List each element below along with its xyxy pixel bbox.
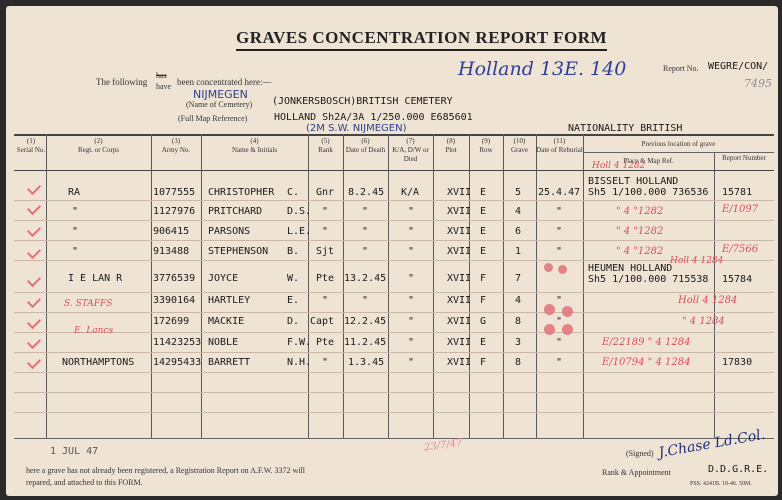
prev-location-rule (583, 152, 774, 153)
col-head-army (151, 137, 201, 155)
row9-red-note: E/10794 " 4 1284 (602, 357, 691, 368)
form-title: GRAVES CONCENTRATION REPORT FORM (236, 28, 607, 51)
row4-rank: Sjt (316, 246, 335, 257)
row-rule (14, 392, 774, 393)
row-rule (14, 332, 774, 333)
col-label: Row (479, 146, 493, 154)
row3-kadw: " (408, 226, 415, 237)
row6-plot: XVII (447, 295, 472, 306)
col-head-date-death (343, 137, 388, 155)
row7-plot: XVII (447, 316, 472, 327)
row5-kadw: " (408, 273, 415, 284)
col-label: Plot (445, 146, 457, 154)
row3-rank: " (322, 226, 329, 237)
cemetery-name: (JONKERSBOSCH)BRITISH CEMETERY (272, 96, 453, 107)
row5-regt: I E LAN R (68, 273, 123, 284)
col-num: (8) (446, 137, 456, 145)
row4-plot: XVII (447, 246, 472, 257)
row5-date: 13.2.45 (344, 273, 387, 284)
row1-reburial: 25.4.47 (538, 187, 581, 198)
red-seal-dot (562, 306, 573, 317)
rank-appointment-value: D.D.G.R.E. (708, 464, 769, 475)
row4-grave: 1 (515, 246, 522, 257)
row6-kadw: " (408, 295, 415, 306)
map-ref-handwritten: (2M S.W. NIJMEGEN) (306, 123, 407, 134)
col-num: (7) (406, 137, 415, 145)
row5-report: 15784 (722, 274, 753, 285)
report-no-label: Report No. (663, 64, 699, 73)
report-no-value: WEGRE/CON/ (708, 61, 769, 72)
row6-reburial: " (556, 295, 563, 306)
col-head-plot (433, 137, 469, 155)
row2-reburial: " (556, 206, 563, 217)
col-num: (9) (481, 137, 491, 145)
row1-name: CHRISTOPHER (208, 187, 275, 198)
row5-red-note: Holl 4 1284 (670, 256, 724, 266)
row8-kadw: " (408, 337, 415, 348)
row7-init: D. (287, 316, 300, 327)
row5-place: HEUMEN HOLLAND (588, 263, 673, 274)
row4-reburial: " (556, 246, 563, 257)
row7-rank: Capt (310, 316, 335, 327)
nationality: NATIONALITY BRITISH (568, 123, 683, 134)
row-rule (14, 312, 774, 313)
row1-rank: Gnr (316, 187, 335, 198)
footer-note-line2: repared, and attached to this FORM. (26, 478, 143, 487)
check-mark (27, 294, 41, 308)
row1-mapref: Sh5 1/100.000 736536 (588, 187, 709, 198)
col-num: (5) (321, 137, 330, 145)
row3-army: 906415 (153, 226, 190, 237)
row7-red-note: " 4 1284 (682, 316, 725, 327)
row4-red-report: E/7566 (722, 244, 759, 255)
row4-init: B. (287, 246, 300, 257)
row7-army: 172699 (153, 316, 190, 327)
row9-army: 14295433 (153, 357, 202, 368)
row2-date: " (362, 206, 369, 217)
row8-army: 11423253 (153, 337, 202, 348)
col-head-prev-location: Previous location of grave (641, 140, 716, 148)
row5-rank: Pte (316, 273, 335, 284)
signed-label: (Signed) (626, 449, 654, 458)
row5-army: 3776539 (153, 273, 196, 284)
footer-note-line1: here a grave has not already been registered, a Registration Report on A.F.W. 3372 will (26, 466, 305, 475)
red-seal-dot (544, 263, 553, 272)
intro-prefix: The following (96, 77, 148, 87)
check-mark (27, 335, 41, 349)
row1-regt: RA (68, 187, 81, 198)
check-mark (27, 245, 41, 259)
col-num: (6) (361, 137, 370, 145)
row4-kadw: " (408, 246, 415, 257)
col-label: Regt. or Corps (77, 146, 120, 154)
signature: J.Chase Ld.Col. (657, 426, 767, 462)
row-rule (14, 372, 774, 373)
row2-regt: " (72, 206, 79, 217)
col-head-report: Report Number (722, 154, 766, 162)
row8-red-note: E/22189 " 4 1284 (602, 337, 691, 348)
row1-place: BISSELT HOLLAND (588, 176, 679, 187)
col-num: (11) (553, 137, 566, 145)
row4-date: " (362, 246, 369, 257)
row4-army: 913488 (153, 246, 190, 257)
row6-name: HARTLEY (208, 295, 251, 306)
row6-init: E. (287, 295, 300, 306)
row9-regt: NORTHAMPTONS (62, 357, 135, 368)
row5-name: JOYCE (208, 273, 239, 284)
row-rule (14, 292, 774, 293)
full-map-ref-label: (Full Map Reference) (178, 114, 248, 123)
col-head-kadw (388, 137, 433, 164)
report-form-sheet (6, 6, 778, 496)
row1-plot: XVII (447, 187, 472, 198)
row8-rank: Pte (316, 337, 335, 348)
row3-red-note: " 4 "1282 (616, 226, 664, 237)
row-rule (14, 260, 774, 261)
row6-date: " (362, 295, 369, 306)
date-stamp: 1 JUL 47 (50, 446, 99, 457)
row4-name: STEPHENSON (208, 246, 269, 257)
row4-row: E (480, 246, 487, 257)
row7-red-regt: E. Lancs (74, 326, 114, 336)
check-mark (27, 223, 41, 237)
row8-init: F.W. (287, 337, 312, 348)
col-head-place: Place & Map Ref. (623, 157, 674, 165)
col-label: Name & Initials (231, 146, 278, 154)
col-head-row (469, 137, 503, 155)
row-rule (14, 200, 774, 201)
row4-red-note: " 4 "1282 (616, 246, 664, 257)
row5-mapref: Sh5 1/100.000 715538 (588, 274, 709, 285)
row3-grave: 6 (515, 226, 522, 237)
row2-kadw: " (408, 206, 415, 217)
row6-army: 3390164 (153, 295, 196, 306)
map-reference: HOLLAND Sh2A/3A 1/250.000 E685601 (274, 112, 473, 123)
row3-reburial: " (556, 226, 563, 237)
row9-date: 1.3.45 (348, 357, 385, 368)
row1-army: 1077555 (153, 187, 196, 198)
row1-init: C. (287, 187, 300, 198)
row8-reburial: " (556, 337, 563, 348)
col-label: Rank (318, 146, 333, 154)
row1-kadw: K/A (401, 187, 420, 198)
handwritten-reference: Holland 13E. 140 (458, 58, 627, 80)
intro-suffix: been concentrated here:— (177, 77, 272, 87)
row2-plot: XVII (447, 206, 472, 217)
row5-plot: XVII (447, 273, 472, 284)
check-mark (27, 315, 41, 329)
row9-kadw: " (408, 357, 415, 368)
row2-army: 1127976 (153, 206, 196, 217)
row5-grave: 7 (515, 273, 522, 284)
table-header-rule (14, 170, 774, 171)
row7-row: G (480, 316, 487, 327)
row8-grave: 3 (515, 337, 522, 348)
check-mark (27, 355, 41, 369)
rank-appointment-label: Rank & Appointment (602, 468, 671, 477)
row3-regt: " (72, 226, 79, 237)
red-seal-dot (544, 324, 555, 335)
col-num: (10) (513, 137, 526, 145)
row2-red-report: E/1097 (722, 204, 759, 215)
print-reference: PSS. 4241B. 10-46. 50M. (690, 481, 752, 487)
row3-row: E (480, 226, 487, 237)
intro-have: have (156, 82, 172, 91)
row7-reburial: " (556, 316, 563, 327)
col-num: (2) (94, 137, 103, 145)
red-seal-dot (544, 304, 555, 315)
row1-date: 8.2.45 (348, 187, 385, 198)
row7-date: 12.2.45 (344, 316, 387, 327)
red-seal-dot (562, 324, 573, 335)
row-rule (14, 352, 774, 353)
row7-name: MACKIE (208, 316, 245, 327)
col-label: Date of Death (345, 146, 386, 154)
col-head-reburial (536, 137, 583, 155)
row6-rank: " (322, 295, 329, 306)
row9-row: F (480, 357, 487, 368)
check-mark (27, 201, 41, 215)
check-mark (27, 181, 41, 195)
red-seal-dot (558, 265, 567, 274)
row3-date: " (362, 226, 369, 237)
row7-grave: 8 (515, 316, 522, 327)
row5-init: W. (287, 273, 300, 284)
row2-grave: 4 (515, 206, 522, 217)
row2-red-note: " 4 "1282 (616, 206, 664, 217)
check-mark (27, 273, 41, 287)
handwritten-place: NIJMEGEN (193, 88, 248, 101)
row6-red-regt: S. STAFFS (64, 299, 113, 309)
col-head-serial (16, 137, 46, 155)
row-rule (14, 220, 774, 221)
intro-has: has (156, 71, 167, 80)
row1-row: E (480, 187, 487, 198)
row9-plot: XVII (447, 357, 472, 368)
row3-init: L.E. (287, 226, 312, 237)
row8-row: E (480, 337, 487, 348)
row2-rank: " (322, 206, 329, 217)
row2-init: D.S. (287, 206, 312, 217)
handwritten-date: 23/7/47 (423, 437, 464, 454)
row9-reburial: " (556, 357, 563, 368)
row9-name: BARRETT (208, 357, 251, 368)
col-head-grave (503, 137, 536, 155)
row9-rank: " (322, 357, 329, 368)
col-label: Date of Reburial (536, 146, 583, 154)
row4-regt: " (72, 246, 79, 257)
row1-report: 15781 (722, 187, 753, 198)
col-label: K/A, D/W or Died (392, 146, 429, 163)
row9-init: N.H. (287, 357, 312, 368)
row-rule (14, 240, 774, 241)
row3-name: PARSONS (208, 226, 251, 237)
col-head-rank (308, 137, 343, 155)
col-label: Grave (510, 146, 529, 154)
row5-row: F (480, 273, 487, 284)
col-label: Serial No. (16, 146, 46, 154)
row2-name: PRITCHARD (208, 206, 263, 217)
name-of-cemetery-label: (Name of Cemetery) (186, 100, 253, 109)
row9-grave: 8 (515, 357, 522, 368)
row6-row: F (480, 295, 487, 306)
row-rule (14, 412, 774, 413)
row1-red-note: Holl 4 1282 (592, 161, 646, 171)
col-num: (3) (171, 137, 181, 145)
row2-row: E (480, 206, 487, 217)
table-bottom-rule (14, 438, 774, 439)
row8-plot: XVII (447, 337, 472, 348)
row6-red-note: Holl 4 1284 (678, 295, 738, 306)
col-label: Army No. (161, 146, 191, 154)
row8-date: 11.2.45 (344, 337, 387, 348)
row6-grave: 4 (515, 295, 522, 306)
report-no-hand: 7495 (744, 77, 772, 90)
col-num: (4) (250, 137, 259, 145)
col-num: (1) (26, 137, 36, 145)
row1-grave: 5 (515, 187, 522, 198)
row8-name: NOBLE (208, 337, 239, 348)
table-top-rule (14, 134, 774, 136)
col-head-name (201, 137, 308, 155)
col-head-regt (46, 137, 151, 155)
row3-plot: XVII (447, 226, 472, 237)
row7-kadw: " (408, 316, 415, 327)
row9-report: 17830 (722, 357, 753, 368)
